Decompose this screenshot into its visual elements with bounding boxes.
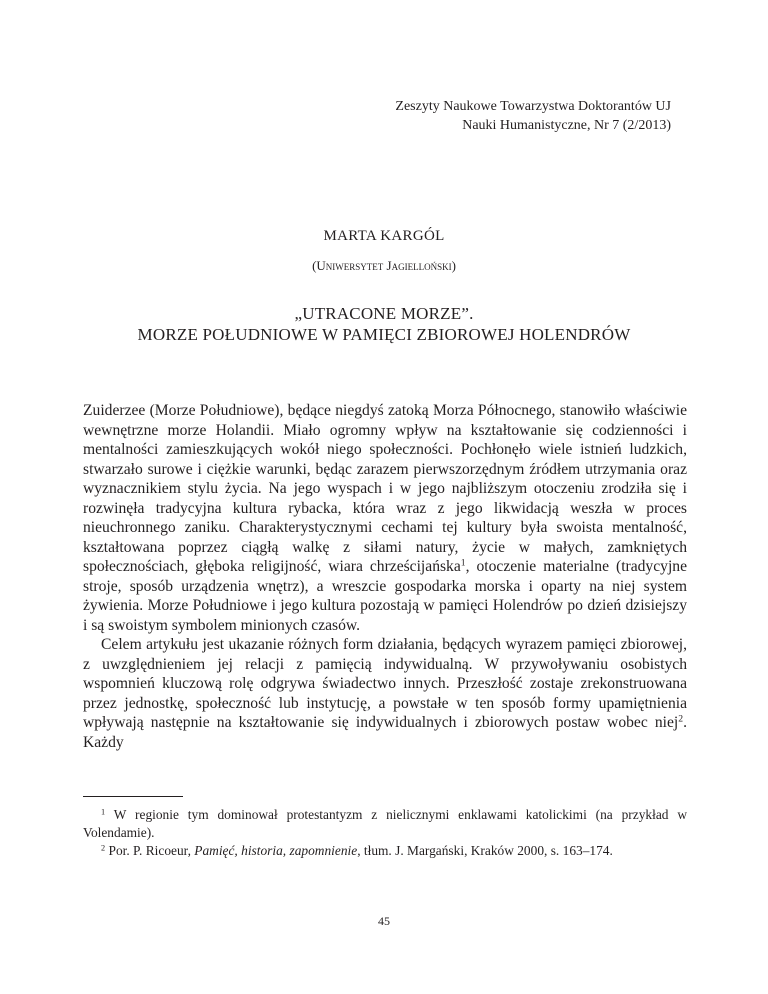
paragraph-1-text-a: Zuiderzee (Morze Południowe), będące niegdyś zatoką Morza Północnego, stanowiło właściwie wewnętrzne morze Holandii. Miało ogromny wpływ na kształtowanie się codzienności i mentalności zamieszkujących wokół niego społeczności. Pochłonęło wiele istnień ludzkich, stwarzało surowe i ciężkie warunki, będąc zarazem pierwszorzędnym źródłem utrzymania oraz wyznacznikiem stylu życia. Na jego wyspach i w jego najbliższym otoczeniu zrodziła się i rozwinęła tradycyjna kultura rybacka, która wraz z jego likwidacją weszła w proces nieuchronnego zaniku. Charakterystycznymi cechami tej kultury była swoista mentalność, kształtowana poprzez ciągłą walkę z siłami natury, życie w małych, zamkniętych społecznościach, głęboka religijność, wiara chrześcijańska bbox=[83, 402, 687, 575]
footnote-ref-1[interactable]: 1 bbox=[460, 557, 466, 569]
footnote-2-text-a: Por. P. Ricoeur, bbox=[105, 843, 195, 858]
footnote-2-book-title: Pamięć, historia, zapomnienie bbox=[194, 843, 358, 858]
footnote-2 bbox=[83, 842, 687, 860]
paragraph-1-text-b: , otoczenie materialne (tradycyjne stroje, sposób urządzenia wnętrz), a wreszcie gospodarka morska i oparty na niej system żywienia. Morze Południowe i jego kultura pozostają w pamięci Holendrów po dzień dzisiejszy i są swoistym symbolem minionych czasów. bbox=[83, 558, 688, 634]
article-body bbox=[83, 401, 687, 752]
footnote-2-number: 2 bbox=[101, 843, 106, 853]
footnote-1 bbox=[83, 806, 687, 842]
footnote-1-text: W regionie tym dominował protestantyzm z nielicznymi enklawami katolickimi (na przykład w Volendamie). bbox=[83, 807, 687, 840]
paragraph-2-text-b: . Każdy bbox=[83, 714, 687, 751]
paragraph-1 bbox=[83, 401, 687, 635]
author-name: MARTA KARGÓL bbox=[323, 228, 445, 244]
article-title-line-1: „UTRACONE MORZE”. bbox=[294, 304, 474, 323]
journal-issue: Nauki Humanistyczne, Nr 7 (2/2013) bbox=[462, 118, 671, 133]
affiliation-open-paren: ( bbox=[312, 258, 317, 273]
footnote-1-number: 1 bbox=[101, 807, 106, 817]
article-title bbox=[0, 303, 768, 345]
page-number: 45 bbox=[378, 914, 390, 928]
journal-header bbox=[395, 97, 671, 135]
author-affiliation bbox=[0, 258, 768, 274]
paragraph-2 bbox=[83, 635, 687, 752]
article-title-line-2: MORZE POŁUDNIOWE W PAMIĘCI ZBIOROWEJ HOLENDRÓW bbox=[137, 325, 631, 344]
paragraph-2-text-a: Celem artykułu jest ukazanie różnych form działania, będących wyrazem pamięci zbiorowej, z uwzględnieniem jej relacji z pamięcią indywidualną. W przywoływaniu osobistych wspomnień kluczową rolę odgrywa świadectwo innych. Przeszłość zostaje zrekonstruowana przez jednostkę, społeczność lub instytucję, a powstałe w ten sposób formy upamiętnienia wpływają następnie na kształtowanie się indywidualnych i zbiorowych postaw wobec niej bbox=[83, 636, 687, 731]
footnote-2-text-b: , tłum. J. Margański, Kraków 2000, s. 163–174. bbox=[357, 843, 613, 858]
affiliation-name: Uniwersytet Jagielloński bbox=[316, 258, 452, 273]
affiliation-close-paren: ) bbox=[451, 258, 456, 273]
footnote-ref-2[interactable]: 2 bbox=[678, 713, 684, 725]
journal-title: Zeszyty Naukowe Towarzystwa Doktorantów UJ bbox=[395, 99, 671, 114]
footnote-divider bbox=[83, 796, 183, 797]
footnotes bbox=[83, 806, 687, 860]
